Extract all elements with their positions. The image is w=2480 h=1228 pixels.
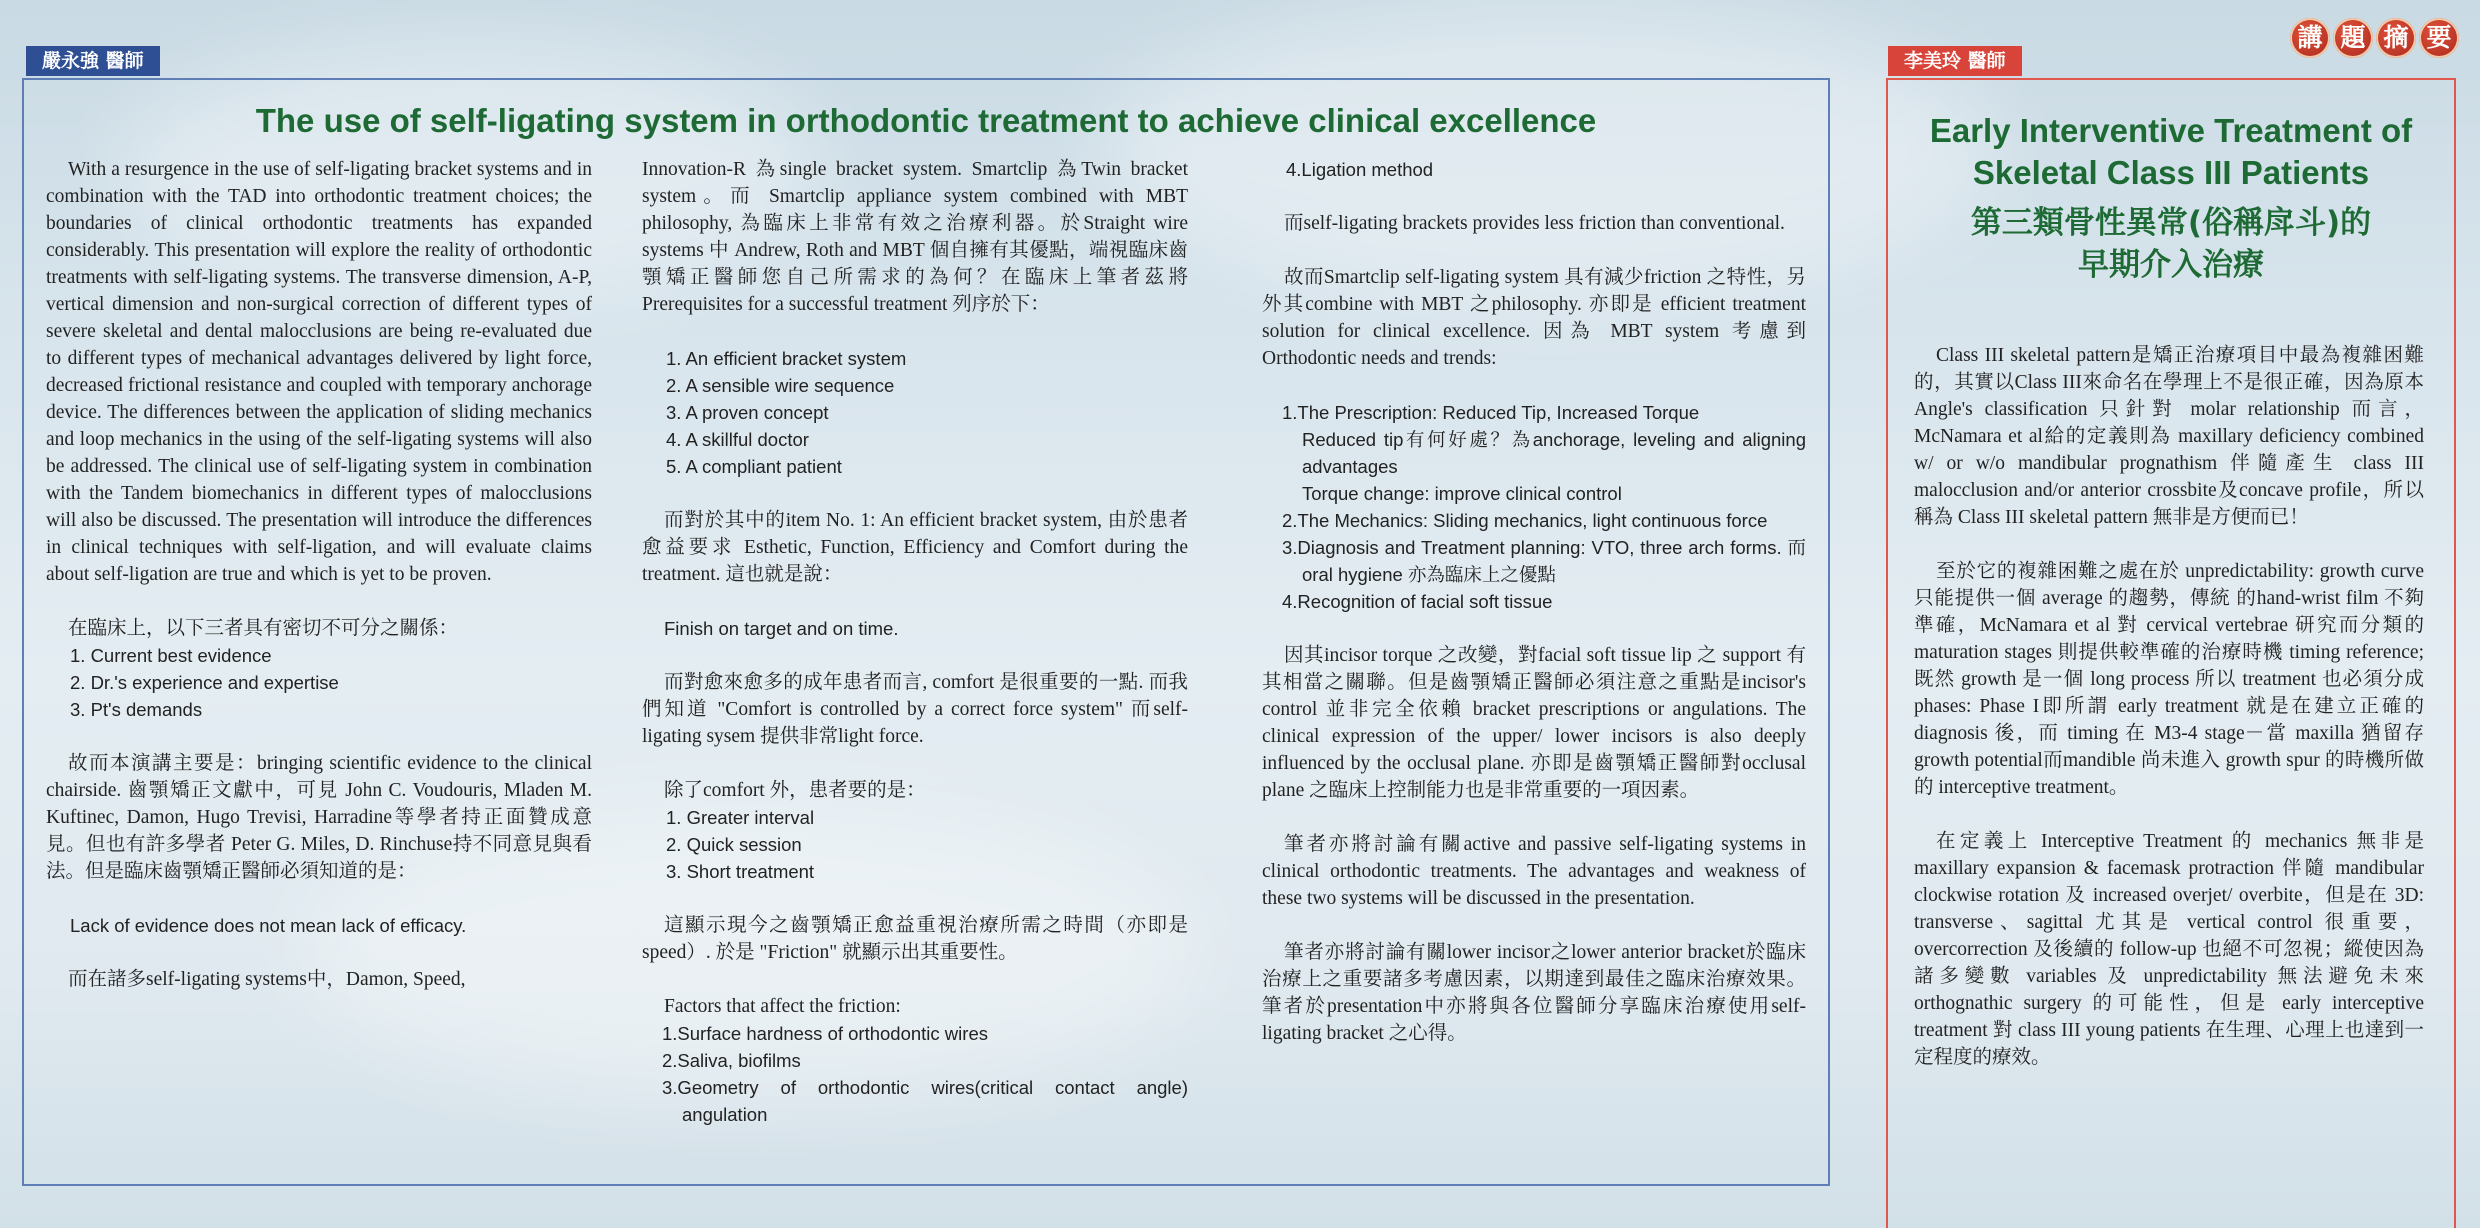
friction-factors-list — [642, 1020, 1188, 1128]
list-item: 2. Quick session — [666, 834, 802, 855]
title-zh-line: 第三類骨性異常(俗稱戽斗)的 — [1970, 205, 2372, 241]
badge-char: 題 — [2333, 18, 2373, 58]
emphasis-line: Lack of evidence does not mean lack of efficacy. — [70, 915, 467, 936]
list-item: 1. Greater interval — [666, 807, 815, 828]
left-article-title: The use of self-ligating system in orthodontic treatment to achieve clinical excellence — [255, 102, 1597, 139]
list-item: 3. Short treatment — [666, 861, 815, 882]
list-item: Reduced tip有何好處？為anchorage, leveling and aligning advantages — [1302, 429, 1806, 477]
paragraph: 而在諸多self-ligating systems中，Damon, Speed, — [68, 969, 466, 990]
paragraph: 筆者亦將討論有關lower incisor之lower anterior bracket於臨床治療上之重要諸多考慮因素，以期達到最佳之臨床治療效果。筆者於presentation中亦將與各位醫師分享臨床治療使用self-ligating bracket 之心得。 — [1262, 942, 1806, 1044]
right-article-title-zh — [1888, 202, 2454, 286]
list-item: 5. A compliant patient — [666, 456, 842, 477]
paragraph: 至於它的複雜困難之處在於 unpredictability: growth curve只能提供一個 average 的趨勢，傳統 的hand-wrist film 不夠準確，McNamara et al 對 cervical vertebrae 研究而分類的 maturation stages 則提供較準確的治療時機 timing reference; 既然 growth 是一個 long process 所以 treatment 也必須分成 phases: Phase I即所謂 early treatment 就是在建立正確的 diagnosis 後，而 timing 在 M3-4 stage－當 maxilla 猶留存 growth potential而mandible 尚未進入 growth spur 的時機所做的 interceptive treatment。 — [1914, 561, 2424, 798]
article-column-3 — [1262, 156, 1806, 1074]
list-item: 4.Recognition of facial soft tissue — [1282, 591, 1553, 612]
paragraph: 這顯示現今之齒顎矯正愈益重視治療所需之時間（亦即是speed）. 於是 "Friction" 就顯示出其重要性。 — [642, 915, 1188, 963]
patient-needs-list — [642, 804, 1188, 885]
paragraph: Factors that affect the friction: — [664, 996, 901, 1017]
list-item: 3. A proven concept — [666, 402, 829, 423]
paragraph: 而對於其中的item No. 1: An efficient bracket system, 由於患者愈益要求 Esthetic, Function, Efficiency and Comfort during the treatment. 這也就是說： — [642, 510, 1188, 585]
title-zh-line: 早期介入治療 — [2078, 247, 2264, 283]
paragraph: 故而Smartclip self-ligating system 具有減少friction 之特性，另外其combine with MBT 之philosophy. 亦即是 efficient treatment solution for clinical excellence. 因為 MBT system 考慮到 Orthodontic needs and trends: — [1262, 267, 1806, 369]
list-item: 3. Pt's demands — [70, 699, 203, 720]
paragraph: 筆者亦將討論有關active and passive self-ligating systems in clinical orthodontic treatments. The advantages and weakness of these two systems will be discussed in the presentation. — [1262, 834, 1806, 909]
list-item: 4.Ligation method — [1286, 159, 1434, 180]
paragraph: 而對愈來愈多的成年患者而言, comfort 是很重要的一點. 而我們知道 "Comfort is controlled by a correct force system" 而self-ligating sysem 提供非常light force. — [642, 672, 1188, 747]
paragraph: 在定義上 Interceptive Treatment 的 mechanics 無非是 maxillary expansion & facemask protraction 伴隨 mandibular clockwise rotation 及 increased overjet/ overbite，但是在 3D: transverse、sagittal 尤其是 vertical control 很重要，overcorrection 及後續的 follow-up 也絕不可忽視；縱使因為諸多變數 variables 及 unpredictability 無法避免未來 orthognathic surgery 的可能性，但是 early interceptive treatment 對 class III young patients 在生理、心理上也達到一定程度的療效。 — [1914, 831, 2424, 1068]
paragraph: 因其incisor torque 之改變，對facial soft tissue lip 之 support 有其相當之關聯。但是齒顎矯正醫師必須注意之重點是incisor's control 並非完全依賴 bracket prescriptions or angulations. The clinical expression of the upper/ lower incisors is also deeply influenced by the occlusal plane. 亦即是齒顎矯正醫師對occlusal plane 之臨床上控制能力也是非常重要的一項因素。 — [1262, 645, 1806, 801]
paragraph: Innovation-R 為single bracket system. Smartclip 為Twin bracket system。而 Smartclip appliance system combined with MBT philosophy, 為臨床上非常有效之治療利器。於Straight wire systems 中 Andrew, Roth and MBT 個自擁有其優點，端視臨床齒顎矯正醫師您自己所需求的為何？在臨床上筆者茲將Prerequisites for a successful treatment 列序於下： — [642, 159, 1188, 315]
friction-factors-continued — [1262, 156, 1806, 183]
evidence-list — [46, 642, 592, 723]
list-item: 2. A sensible wire sequence — [666, 375, 895, 396]
list-item: 1. An efficient bracket system — [666, 348, 907, 369]
right-article-title-en: Early Interventive Treatment of Skeletal Class III Patients — [1929, 112, 2413, 191]
list-item: 1.Surface hardness of orthodontic wires — [662, 1023, 988, 1044]
right-author-tag: 李美玲 醫師 — [1888, 46, 2022, 76]
paragraph: 在臨床上，以下三者具有密切不可分之關係： — [68, 618, 459, 639]
list-item: 2. Dr.'s experience and expertise — [70, 672, 339, 693]
badge-char: 講 — [2290, 18, 2330, 58]
section-badge — [2290, 18, 2459, 58]
paragraph: 而self-ligating brackets provides less friction than conventional. — [1284, 213, 1785, 234]
paragraph: 故而本演講主要是：bringing scientific evidence to the clinical chairside. 齒顎矯正文獻中，可見 John C. Voudouris, Mladen M. Kuftinec, Damon, Hugo Trevisi, Harradine等學者持正面贊成意見。但也有許多學者 Peter G. Miles, D. Rinchuse持不同意見與看法。但是臨床齒顎矯正醫師必須知道的是： — [46, 753, 592, 882]
article-column-1 — [46, 156, 592, 1020]
emphasis-line: Finish on target and on time. — [664, 618, 899, 639]
list-item: 1. Current best evidence — [70, 645, 272, 666]
right-article-body — [1914, 342, 2424, 1098]
list-item: 3.Diagnosis and Treatment planning: VTO, three arch forms. 而oral hygiene 亦為臨床上之優點 — [1282, 537, 1806, 585]
paragraph: With a resurgence in the use of self-ligating bracket systems and in combination with the TAD into orthodontic treatment choices; the boundaries of clinical orthodontic treatments has expanded considerably. This presentation will explore the reality of orthodontic treatments with self-ligating systems. The transverse dimension, A-P, vertical dimension and non-surgical correction of different types of severe skeletal and dental malocclusions are being re-evaluated due to different types of mechanical advantages delivered by light force, decreased frictional resistance and coupled with temporary anchorage device. The differences between the application of sliding mechanics and loop mechanics in the using of the self-ligating systems will also be addressed. The clinical use of self-ligating system in combination with the Tandem biomechanics in different types of malocclusions will also be discussed. The presentation will introduce the differences in clinical techniques with self-ligation, and will evaluate claims about self-ligation are true and which is yet to be proven. — [46, 159, 592, 585]
list-item: 1.The Prescription: Reduced Tip, Increased Torque — [1282, 402, 1700, 423]
left-author-tag: 嚴永強 醫師 — [26, 46, 160, 76]
list-item: Torque change: improve clinical control — [1302, 483, 1622, 504]
list-item: 2.Saliva, biofilms — [662, 1050, 801, 1071]
mbt-trends-list — [1262, 399, 1806, 615]
badge-char: 要 — [2419, 18, 2459, 58]
badge-char: 摘 — [2376, 18, 2416, 58]
prerequisites-list — [642, 345, 1188, 480]
list-item: 4. A skillful doctor — [666, 429, 809, 450]
list-item: 2.The Mechanics: Sliding mechanics, light continuous force — [1282, 510, 1768, 531]
list-item: 3.Geometry of orthodontic wires(critical contact angle) angulation — [662, 1077, 1188, 1125]
article-column-2 — [642, 156, 1188, 1155]
paragraph: Class III skeletal pattern是矯正治療項目中最為複雜困難的，其實以Class III來命名在學理上不是很正確，因為原本 Angle's classification 只針對 molar relationship 而言，McNamara et al給的定義則為 maxillary deficiency combined w/ or w/o mandibular prognathism 伴隨產生 class III malocclusion and/or anterior crossbite及concave profile，所以稱為 Class III skeletal pattern 無非是方便而已！ — [1914, 345, 2424, 528]
paragraph: 除了comfort 外，患者要的是： — [664, 780, 926, 801]
